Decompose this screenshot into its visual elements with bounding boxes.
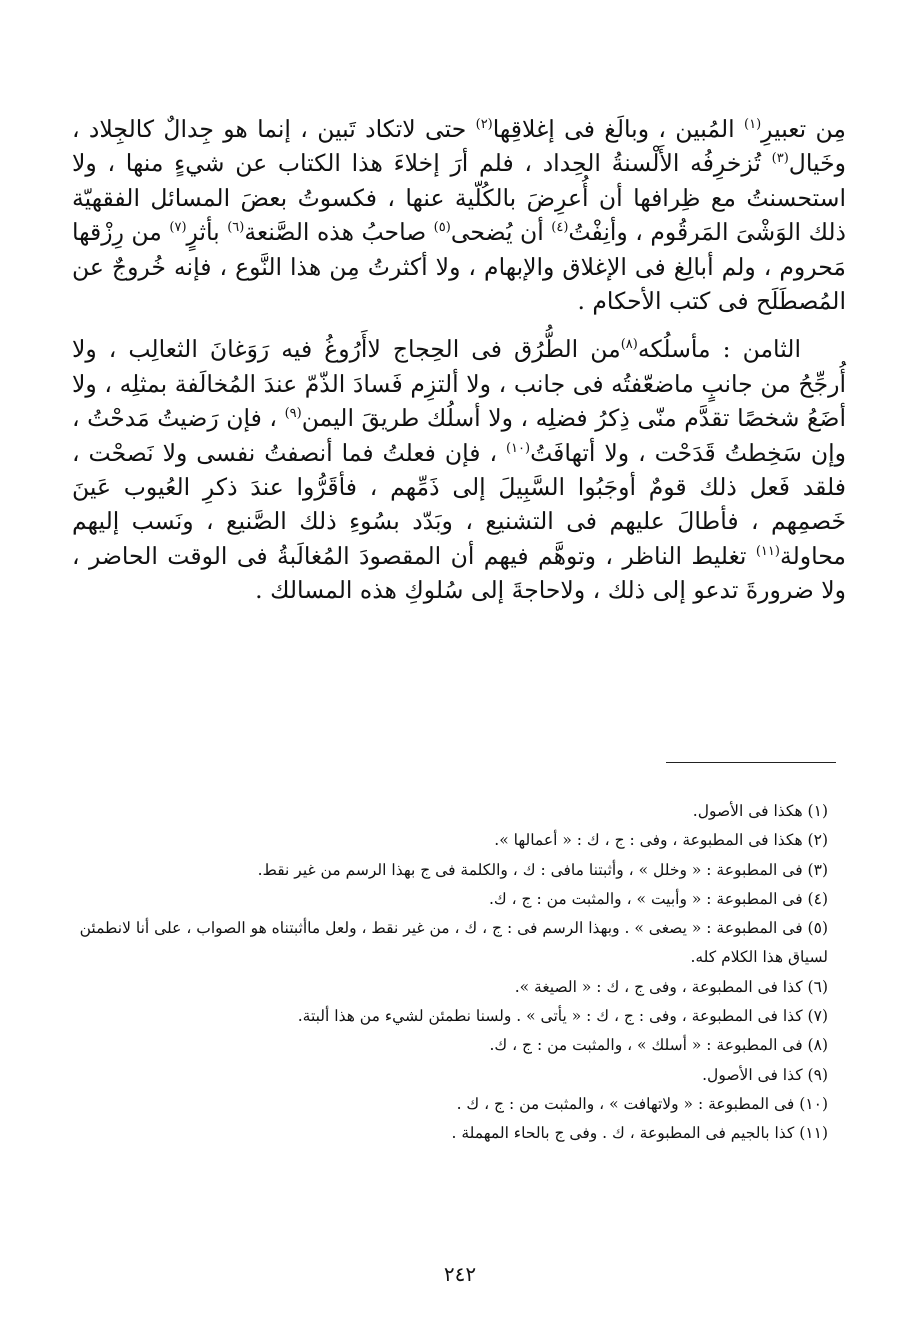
footnote-item: (٧) كذا فى المطبوعة ، وفى : ج ، ك : « يأتى » . ولسنا نطمئن لشيء من هذا ألبتة. — [297, 1007, 828, 1026]
footnote-item: (٤) فى المطبوعة : « وأبيت » ، والمثبت من : ج ، ك. — [488, 889, 828, 908]
footnote-ref: (٢) — [475, 117, 493, 132]
footnote-item: (٨) فى المطبوعة : « أسلك » ، والمثبت من : ج ، ك. — [489, 1036, 828, 1055]
footnote-item: (٩) كذا فى الأصول. — [702, 1065, 828, 1084]
text-run: مِن تعبيرِ — [761, 115, 846, 143]
text-run: أن يُضحى — [450, 218, 552, 247]
paragraph-1 — [72, 112, 846, 318]
text-run: الثامن : مأسلُكه — [637, 335, 801, 364]
footnote-item: (١٠) فى المطبوعة : « ولاتهافت » ، والمثبت من : ج ، ك . — [456, 1094, 828, 1113]
main-text — [72, 112, 846, 622]
footnote-item: (١١) كذا بالجيم فى المطبوعة ، ك . وفى ج بالحاء المهملة . — [451, 1124, 828, 1143]
footnotes — [72, 797, 828, 1149]
footnote-ref: (٤) — [551, 220, 569, 236]
text-run: ، فإن فعلتُ فما أنصفتُ نفسى ولا نَصحْت ، فلقد فَعل ذلك قومٌ أوجَبُوا السَّبِيلَ إلى ذَمِّهم ، فأقَرُّوا عندَ ذكرِ العُيوب عَينَ خَصمِهم ، فأطالَ عليهم فى التشنيع ، وبَدّد بسُوءِ ذلك الصَّنيع ، ونَسب إليهم محاولة — [72, 438, 846, 570]
footnote-ref: (٨) — [620, 337, 638, 353]
footnote-separator — [666, 762, 836, 763]
text-run: حتى لاتكاد تَبين ، إنما هو جِدالٌ كالجِلاد ، وخَيال — [72, 115, 846, 178]
footnote-ref: (١١) — [755, 543, 780, 559]
footnote-item: (١) هكذا فى الأصول. — [692, 802, 828, 820]
footnote-item: (٣) فى المطبوعة : « وخلل » ، وأثبتنا مافى : ك ، والكلمة فى ج بهذا الرسم من غير نقط. — [257, 860, 828, 879]
footnote-item: (٥) فى المطبوعة : « يصغى » . وبهذا الرسم فى : ج ، ك ، من غير نقط ، ولعل ماأثبتناه هو الصواب ، على أنا لانطمئن لسياق هذا الكلام كله. — [79, 919, 828, 967]
text-run: بأثرٍ — [186, 218, 228, 247]
footnote-ref: (٧) — [169, 220, 187, 236]
text-run: من رِزْقها مَحروم ، ولم أبالِغ فى الإغلاق والإبهام ، ولا أكثرتُ مِن هذا النَّوع ، فإنه خُروجٌ عن المُصطَلَح فى كتب الأحكام . — [72, 218, 846, 316]
text-run: المُبين ، وبالَغ فى إغلاقِها — [492, 115, 744, 143]
text-run: من الطُّرُق فى الحِجاج لاأَرُوغُ فيه رَوَغانَ الثعالِب ، ولا أُرجِّحُ من جانبٍ ماضعّفتُه فى جانب ، ولا ألتزِم فَسادَ الذّمّ عندَ المُخالَفة بمثلِه ، ولا أضَعُ شخصًا تقدَّم منّى ذِكرُ فضلِه ، ولا أسلُك طريقَ اليمن — [72, 335, 847, 433]
footnote-ref: (٥) — [433, 220, 451, 236]
footnote-item: (٢) هكذا فى المطبوعة ، وفى : ج ، ك : « أعمالها ». — [494, 831, 828, 850]
footnote-item: (٦) كذا فى المطبوعة ، وفى ج ، ك : « الصيغة ». — [514, 977, 828, 996]
footnote-ref: (٩) — [284, 406, 302, 422]
text-run: تُزخرِفُه الأَلْسنةُ الحِداد ، فلم أرَ إخلاءَ هذا الكتاب عن شيءٍ منها ، ولا استحسنتُ مع ظِرافها أن أُعرِضَ بالكُلّية عنها ، فكسوتُ بعضَ المسائل الفقهيّة ذلك الوَشْىَ المَرقُوم ، وأنِفْتُ — [72, 149, 846, 247]
page-number: ٢٤٢ — [443, 1262, 477, 1286]
paragraph-2 — [72, 332, 846, 607]
footnote-ref: (٣) — [771, 151, 789, 167]
footnote-ref: (١) — [744, 117, 762, 132]
text-run: ، فإن رَضيتُ مَدحْتُ ، وإن سَخِطتُ قَدَحْت ، ولا أتهافَتُ — [72, 404, 847, 467]
text-run: تغليط الناظر ، وتوهَّم فيهم أن المقصودَ المُغالَبةُ فى الوقت الحاضر ، ولا ضرورةَ تدعو إلى ذلك ، ولاحاجةَ إلى سُلوكِ هذه المسالك . — [72, 541, 846, 605]
footnote-ref: (٦) — [227, 220, 245, 236]
footnote-ref: (١٠) — [505, 440, 531, 456]
text-run: صاحبُ هذه الصَّنعة — [244, 218, 434, 247]
